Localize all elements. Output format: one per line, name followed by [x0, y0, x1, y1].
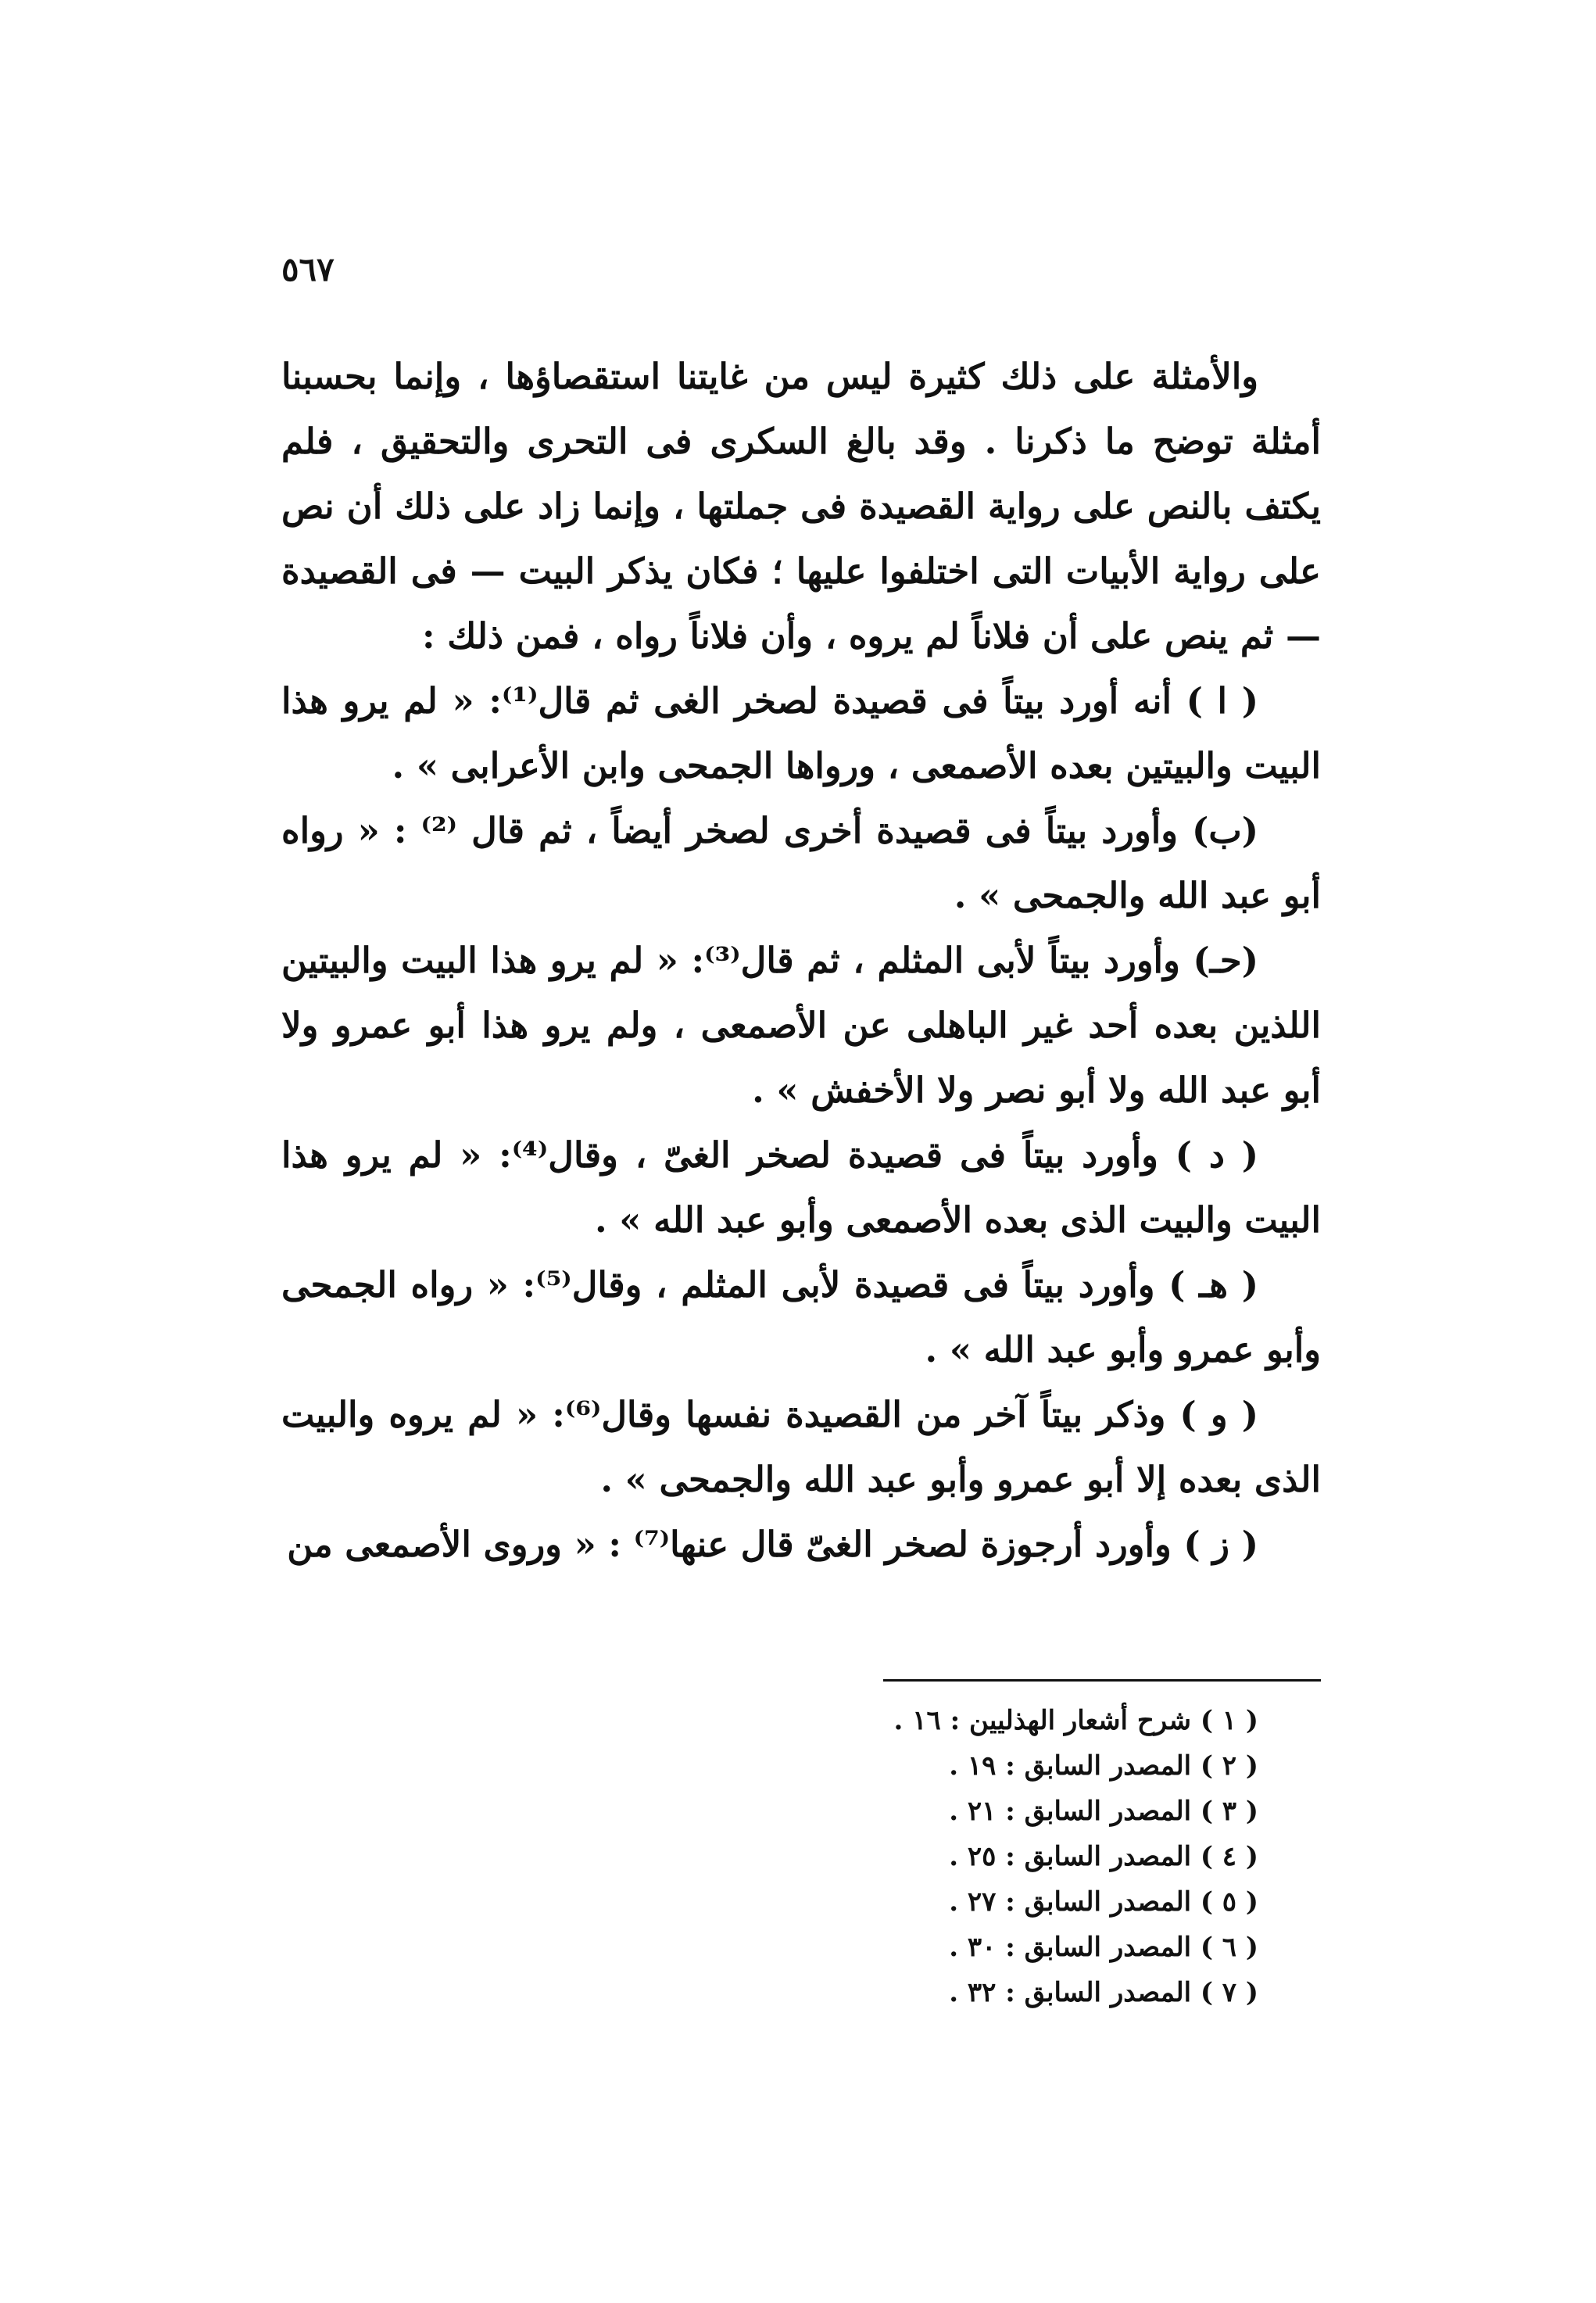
- footnote-2: ( ٢ ) المصدر السابق : ١٩ .: [949, 1750, 1258, 1782]
- paragraph-item-g: ( ز ) وأورد أرجوزة لصخر الغىّ قال عنها⁽⁷⁾ : « وروى الأصمعى من: [287, 1524, 1258, 1565]
- footnote-3: ( ٣ ) المصدر السابق : ٢١ .: [949, 1796, 1258, 1827]
- paragraph-item-b: (ب) وأورد بيتاً فى قصيدة أخرى لصخر أيضاً ، ثم قال ⁽²⁾ : « رواه أبو عبد الله والجمحى » .: [281, 810, 1321, 916]
- paragraph-intro: والأمثلة على ذلك كثيرة ليس من غايتنا استقصاؤها ، وإنما بحسبنا أمثلة توضح ما ذكرنا . وقد بالغ السكرى فى التحرى والتحقيق ، فلم يكتف بالنص على رواية القصيدة فى جملتها ، وإنما زاد على ذلك أن نص على رواية الأبيات التى اختلفوا عليها ؛ فكان يذكر البيت — فى القصيدة — ثم ينص على أن فلاناً لم يروه ، وأن فلاناً رواه ، فمن ذلك :: [281, 356, 1321, 657]
- paragraph-item-a: ( ا ) أنه أورد بيتاً فى قصيدة لصخر الغى ثم قال⁽¹⁾: « لم يرو هذا البيت والبيتين بعده الأصمعى ، ورواها الجمحى وابن الأعرابى » .: [281, 680, 1321, 786]
- footnote-7: ( ٧ ) المصدر السابق : ٣٢ .: [949, 1977, 1258, 2008]
- footnote-4: ( ٤ ) المصدر السابق : ٢٥ .: [949, 1841, 1258, 1872]
- paragraph-item-e: ( هـ ) وأورد بيتاً فى قصيدة لأبى المثلم ، وقال⁽⁵⁾: « رواه الجمحى وأبو عمرو وأبو عبد الله » .: [281, 1264, 1321, 1370]
- footnote-6: ( ٦ ) المصدر السابق : ٣٠ .: [949, 1932, 1258, 1963]
- paragraph-item-d: ( د ) وأورد بيتاً فى قصيدة لصخر الغىّ ، وقال⁽⁴⁾: « لم يرو هذا البيت والبيت الذى بعده الأصمعى وأبو عبد الله » .: [281, 1134, 1321, 1241]
- footnote-5: ( ٥ ) المصدر السابق : ٢٧ .: [949, 1886, 1258, 1918]
- paragraph-item-c: (حـ) وأورد بيتاً لأبى المثلم ، ثم قال⁽³⁾: « لم يرو هذا البيت والبيتين اللذين بعده أحد غير الباهلى عن الأصمعى ، ولم يرو هذا أبو عمرو ولا أبو عبد الله ولا أبو نصر ولا الأخفش » .: [281, 940, 1321, 1111]
- body-text: [281, 344, 1321, 1577]
- paragraph-item-f: ( و ) وذكر بيتاً آخر من القصيدة نفسها وقال⁽⁶⁾: « لم يروه والبيت الذى بعده إلا أبو عمرو وأبو عبد الله والجمحى » .: [281, 1394, 1321, 1500]
- page: [281, 250, 1321, 2251]
- footnotes-list: [894, 1698, 1258, 2015]
- page-number: ٥٦٧: [281, 250, 335, 288]
- footnote-1: ( ١ ) شرح أشعار الهذليين : ١٦ .: [893, 1705, 1258, 1736]
- footnote-divider: [883, 1679, 1321, 1682]
